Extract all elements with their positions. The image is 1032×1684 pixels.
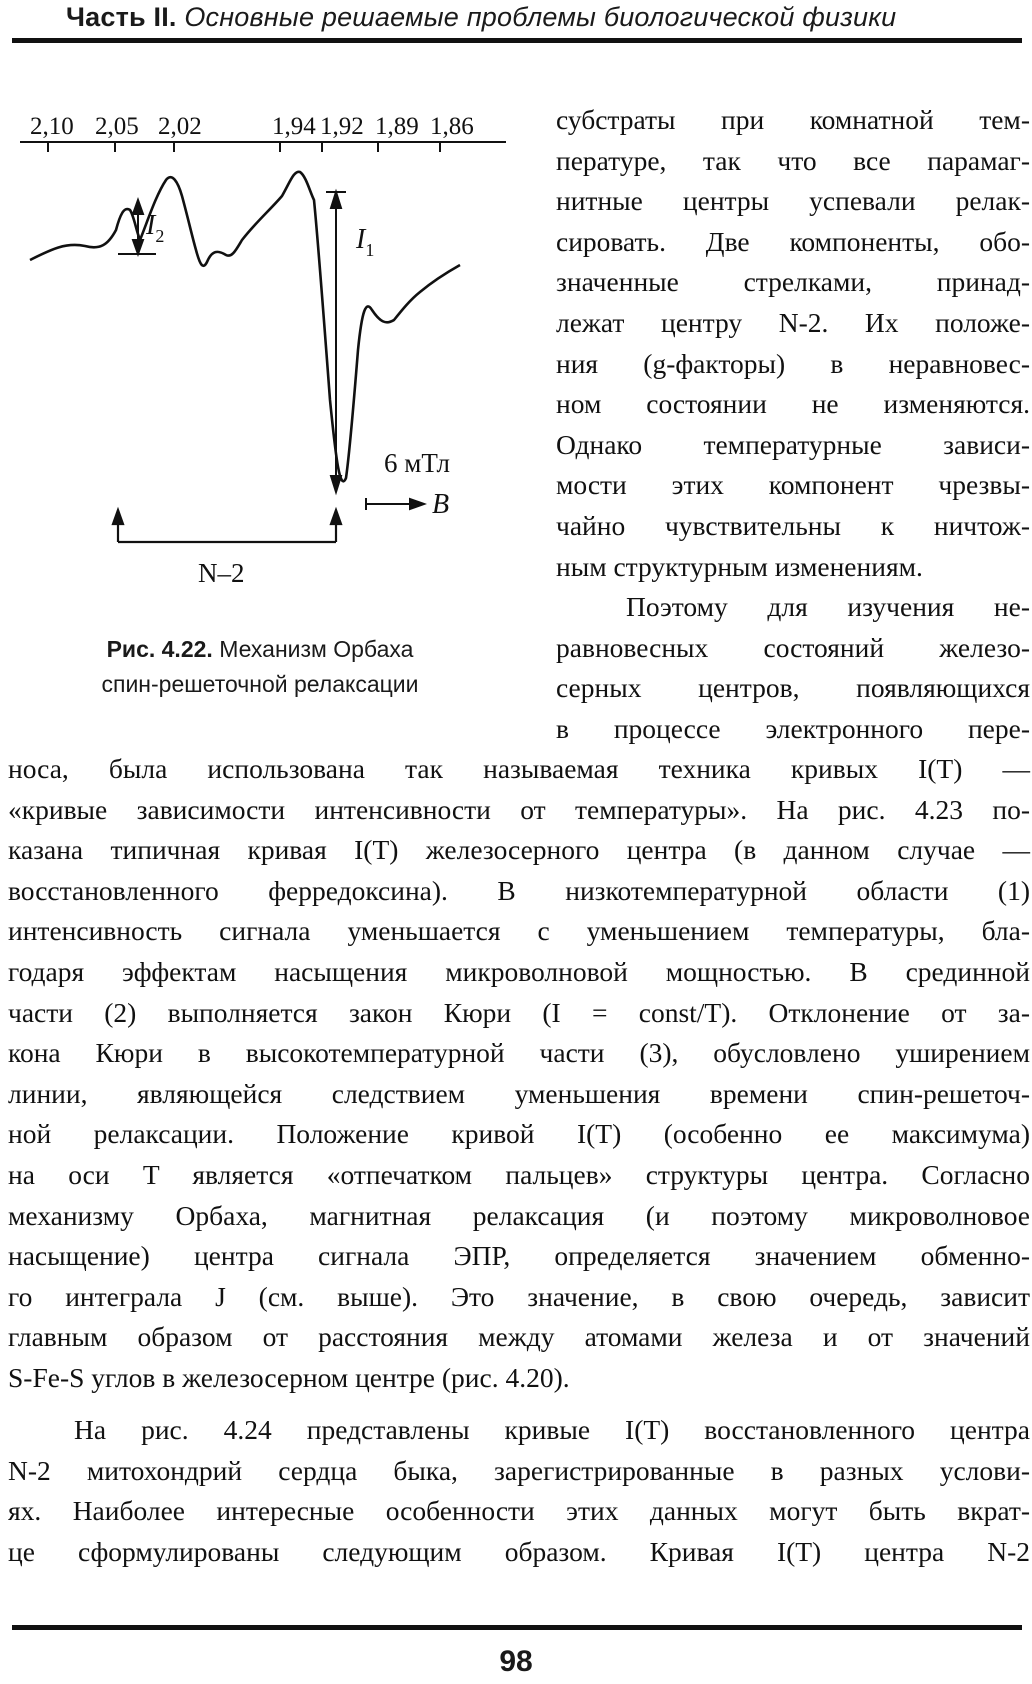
header-text — [66, 2, 896, 33]
figure-caption — [20, 632, 500, 702]
text-line: на оси T является «отпечатком пальцев» структуры центра. Согласно — [8, 1158, 1030, 1190]
text-line: части (2) выполняется закон Кюри (I = const/T). Отклонение от за- — [8, 996, 1030, 1028]
text-line: мости этих компонент чрезвы- — [556, 469, 1030, 501]
figure-4-22 — [20, 100, 510, 700]
i1-arrow — [326, 192, 346, 492]
text-line: «кривые зависимости интенсивности от температуры». На рис. 4.23 по- — [8, 793, 1030, 825]
page-number: 98 — [499, 1645, 533, 1678]
text-line: равновесных состояний железо- — [556, 631, 1030, 663]
tick-label: 2,05 — [95, 113, 139, 140]
tick-label: 1,86 — [430, 113, 474, 140]
text-line: го интеграла J (см. выше). Это значение, в свою очередь, зависит — [8, 1280, 1030, 1312]
n2-bracket — [113, 510, 341, 542]
text-line: це сформулированы следующим образом. Кривая I(T) центра N-2 — [8, 1535, 1030, 1567]
text-line: пературе, так что все парамаг- — [556, 144, 1030, 176]
tick-label: 1,89 — [375, 113, 419, 140]
column-paragraph — [556, 100, 1030, 750]
paragraph-2 — [8, 1410, 1030, 1572]
tick-label: 1,94 — [272, 113, 316, 140]
text-line: линии, являющейся следствием уменьшения времени спин-решеточ- — [8, 1077, 1030, 1109]
header-title: Основные решаемые проблемы биологической физики — [184, 2, 897, 32]
text-line: ной релаксации. Положение кривой I(T) (особенно ее максимума) — [8, 1118, 1030, 1150]
text-line: сировать. Две компоненты, обо- — [556, 225, 1030, 257]
text-line: Однако температурные зависи- — [556, 428, 1030, 460]
scale-label: 6 мТл — [384, 448, 450, 478]
text-line: интенсивность сигнала уменьшается с уменьшением температуры, бла- — [8, 915, 1030, 947]
full-paragraph — [8, 749, 1030, 1399]
tick-label: 2,02 — [158, 113, 202, 140]
running-header — [12, 0, 1022, 42]
header-rule — [12, 38, 1022, 43]
text-line: ях. Наиболее интересные особенности этих данных могут быть вкрат- — [8, 1495, 1030, 1527]
text-line: ным структурным изменениям. — [556, 550, 923, 582]
caption-line: спин-решеточной релаксации — [101, 671, 419, 697]
text-line: На рис. 4.24 представлены кривые I(T) восстановленного центра — [74, 1414, 1030, 1445]
epr-spectrum-svg — [20, 100, 510, 640]
text-line: N-2 митохондрий сердца быка, зарегистрированные в разных услови- — [8, 1454, 1030, 1486]
text-line: казана типичная кривая I(T) железосерного центра (в данном случае — — [8, 834, 1030, 866]
text-line: носа, была использована так называемая техника кривых I(T) — — [8, 753, 1030, 784]
caption-line — [20, 632, 500, 667]
text-line: кона Кюри в высокотемпературной части (3), обусловлено уширением — [8, 1037, 1030, 1069]
center-label: N–2 — [198, 558, 245, 588]
text-line: Поэтому для изучения не- — [626, 591, 1030, 623]
footer-rule — [12, 1625, 1022, 1630]
text-line: серных центров, появляющихся — [556, 672, 1030, 704]
caption-number: Рис. 4.22. — [106, 636, 213, 662]
i1-label: $I_1$ — [356, 224, 375, 260]
text-line: главным образом от расстояния между атомами железа и от значений — [8, 1321, 1030, 1353]
text-line: лежат центру N-2. Их положе- — [556, 306, 1030, 338]
field-arrow — [366, 498, 424, 510]
text-line: механизму Орбаха, магнитная релаксация (и поэтому микроволновое — [8, 1199, 1030, 1231]
text-line: значенные стрелками, принад- — [556, 266, 1030, 298]
i2-label: $I_2$ — [146, 210, 165, 246]
text-line: нитные центры успевали релак- — [556, 185, 1030, 217]
text-line: S-Fe-S углов в железосерном центре (рис. 4.20). — [8, 1361, 570, 1393]
text-line: насыщение) центра сигнала ЭПР, определяется значением обменно- — [8, 1240, 1030, 1272]
g-axis-ticks — [48, 142, 440, 152]
text-line: в процессе электронного пере- — [556, 712, 1030, 744]
epr-spectrum-curve — [30, 172, 460, 481]
header-part: Часть II. — [66, 2, 177, 32]
text-line: субстраты при комнатной тем- — [556, 104, 1030, 135]
text-line: годаря эффектам насыщения микроволновой мощностью. В срединной — [8, 955, 1030, 987]
caption-text-1: Механизм Орбаха — [219, 636, 414, 662]
text-line: восстановленного ферредоксина). В низкотемпературной области (1) — [8, 874, 1030, 906]
field-label: B — [432, 489, 450, 520]
text-line: ния (g-факторы) в неравновес- — [556, 347, 1030, 379]
tick-label: 1,92 — [320, 113, 364, 140]
tick-label: 2,10 — [30, 113, 74, 140]
text-line: ном состоянии не изменяются. — [556, 388, 1030, 420]
text-line: чайно чувствительны к ничтож- — [556, 509, 1030, 541]
